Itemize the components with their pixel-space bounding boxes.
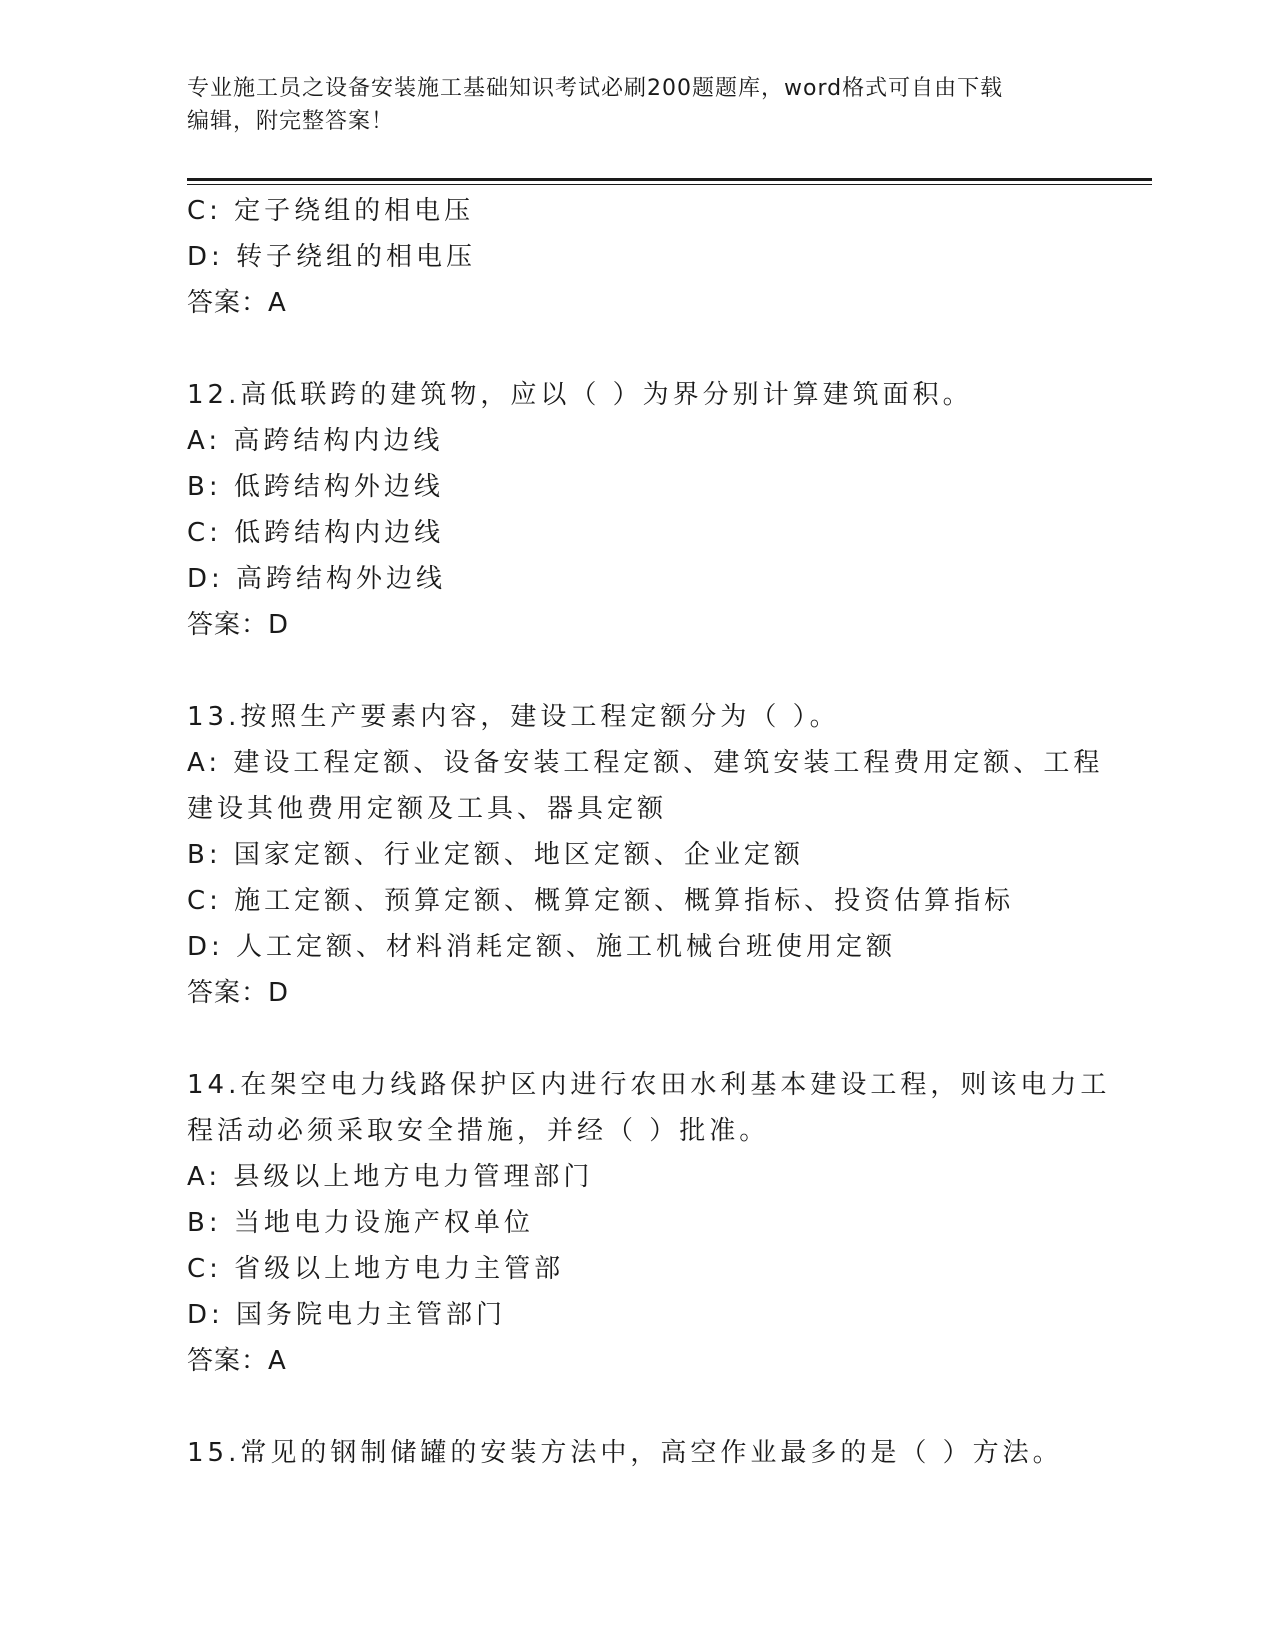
option-d: D: 国务院电力主管部门 (187, 1300, 507, 1330)
question-15 (187, 1430, 1147, 1476)
question-list (187, 188, 1147, 1476)
answer: 答案：A (187, 288, 287, 318)
option-d: D: 人工定额、材料消耗定额、施工机械台班使用定额 (187, 932, 897, 962)
option-c: C: 省级以上地方电力主管部 (187, 1254, 565, 1284)
spacer (187, 1384, 1147, 1430)
answer: 答案：D (187, 610, 290, 640)
option-c: C: 定子绕组的相电压 (187, 196, 475, 226)
spacer (187, 1016, 1147, 1062)
option-a: A: 高跨结构内边线 (187, 426, 444, 456)
option-a-line-1: A: 建设工程定额、设备安装工程定额、建筑安装工程费用定额、工程 (187, 748, 1104, 778)
answer: 答案：D (187, 978, 290, 1008)
header-divider-thick (187, 178, 1152, 181)
spacer (187, 648, 1147, 694)
spacer (187, 326, 1147, 372)
question-11-tail (187, 188, 1147, 326)
question-text-line-2: 程活动必须采取安全措施，并经（ ）批准。 (187, 1116, 770, 1146)
answer: 答案：A (187, 1346, 287, 1376)
question-text: 15.常见的钢制储罐的安装方法中，高空作业最多的是（ ）方法。 (187, 1438, 1063, 1468)
option-d: D: 转子绕组的相电压 (187, 242, 477, 272)
question-text: 13.按照生产要素内容，建设工程定额分为（ ）。 (187, 702, 840, 732)
option-a-line-2: 建设其他费用定额及工具、器具定额 (187, 794, 668, 824)
question-13 (187, 694, 1147, 1016)
document-header (187, 72, 1087, 138)
option-d: D: 高跨结构外边线 (187, 564, 447, 594)
option-c: C: 施工定额、预算定额、概算定额、概算指标、投资估算指标 (187, 886, 1015, 916)
header-line-2: 编辑，附完整答案！ (187, 109, 395, 134)
option-b: B: 低跨结构外边线 (187, 472, 444, 502)
question-12 (187, 372, 1147, 648)
question-14 (187, 1062, 1147, 1384)
option-c: C: 低跨结构内边线 (187, 518, 445, 548)
question-text: 12.高低联跨的建筑物，应以（ ）为界分别计算建筑面积。 (187, 380, 973, 410)
header-divider-thin (187, 184, 1152, 185)
question-text-line-1: 14.在架空电力线路保护区内进行农田水利基本建设工程，则该电力工 (187, 1070, 1111, 1100)
header-line-1: 专业施工员之设备安装施工基础知识考试必刷200题题库，word格式可自由下载 (187, 76, 1004, 101)
option-b: B: 国家定额、行业定额、地区定额、企业定额 (187, 840, 804, 870)
option-b: B: 当地电力设施产权单位 (187, 1208, 534, 1238)
option-a: A: 县级以上地方电力管理部门 (187, 1162, 594, 1192)
